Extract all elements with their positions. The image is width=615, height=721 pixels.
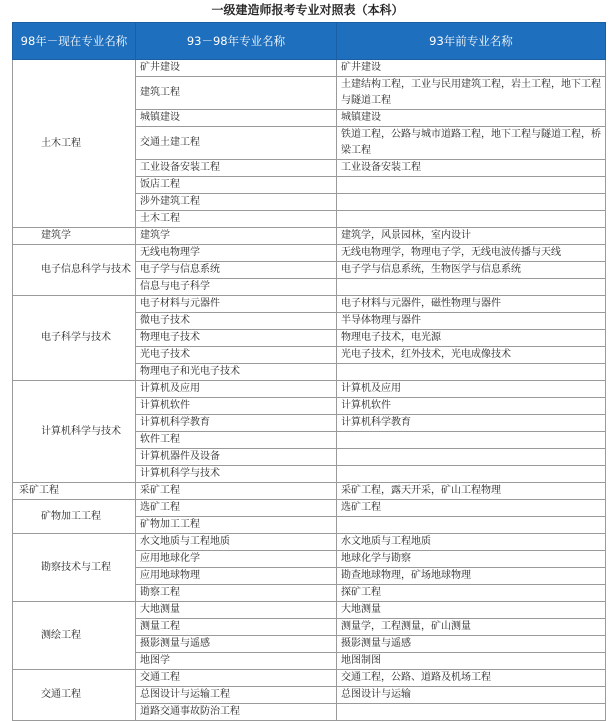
header-current-major: 98年－现在专业名称 [13, 23, 136, 60]
major-93-98-cell: 选矿工程 [136, 500, 337, 517]
table-header-row [13, 23, 606, 60]
major-pre-93-cell [337, 194, 606, 211]
major-93-98-cell: 摄影测量与遥感 [136, 636, 337, 653]
table-body [13, 60, 606, 721]
major-93-98-cell: 测量工程 [136, 619, 337, 636]
major-pre-93-cell: 大地测量 [337, 602, 606, 619]
major-pre-93-cell [337, 364, 606, 381]
major-pre-93-cell: 矿井建设 [337, 60, 606, 77]
header-pre-93-major: 93年前专业名称 [337, 23, 606, 60]
major-93-98-cell: 电子学与信息系统 [136, 262, 337, 279]
table-row [13, 60, 606, 77]
major-93-98-cell: 总图设计与运输工程 [136, 687, 337, 704]
major-pre-93-cell: 计算机软件 [337, 398, 606, 415]
major-pre-93-cell: 勘查地球物理，矿场地球物理 [337, 568, 606, 585]
major-93-98-cell: 涉外建筑工程 [136, 194, 337, 211]
current-major-cell: 交通工程 [13, 670, 136, 721]
major-93-98-cell: 信息与电子科学 [136, 279, 337, 296]
major-pre-93-cell: 选矿工程 [337, 500, 606, 517]
major-pre-93-cell: 地球化学与勘察 [337, 551, 606, 568]
major-93-98-cell: 计算机科学教育 [136, 415, 337, 432]
major-pre-93-cell [337, 449, 606, 466]
major-93-98-cell: 计算机科学与技术 [136, 466, 337, 483]
major-93-98-cell: 勘察工程 [136, 585, 337, 602]
major-comparison-table [12, 22, 606, 721]
major-pre-93-cell: 摄影测量与遥感 [337, 636, 606, 653]
major-93-98-cell: 工业设备安装工程 [136, 160, 337, 177]
table-row [13, 670, 606, 687]
major-pre-93-cell: 电子材料与元器件，磁性物理与器件 [337, 296, 606, 313]
major-pre-93-cell: 光电子技术，红外技术，光电成像技术 [337, 347, 606, 364]
major-pre-93-cell: 工业设备安装工程 [337, 160, 606, 177]
major-93-98-cell: 无线电物理学 [136, 245, 337, 262]
table-row [13, 381, 606, 398]
current-major-cell: 勘察技术与工程 [13, 534, 136, 602]
major-93-98-cell: 矿井建设 [136, 60, 337, 77]
table-row [13, 245, 606, 262]
major-93-98-cell: 大地测量 [136, 602, 337, 619]
major-pre-93-cell: 城镇建设 [337, 110, 606, 127]
major-93-98-cell: 光电子技术 [136, 347, 337, 364]
current-major-cell: 计算机科学与技术 [13, 381, 136, 483]
major-pre-93-cell: 计算机及应用 [337, 381, 606, 398]
major-93-98-cell: 微电子技术 [136, 313, 337, 330]
major-93-98-cell: 计算机软件 [136, 398, 337, 415]
major-93-98-cell: 采矿工程 [136, 483, 337, 500]
major-pre-93-cell [337, 211, 606, 228]
major-pre-93-cell [337, 704, 606, 721]
major-pre-93-cell [337, 279, 606, 296]
major-93-98-cell: 地图学 [136, 653, 337, 670]
major-93-98-cell: 物理电子和光电子技术 [136, 364, 337, 381]
major-93-98-cell: 矿物加工工程 [136, 517, 337, 534]
major-93-98-cell: 应用地球化学 [136, 551, 337, 568]
current-major-cell: 电子科学与技术 [13, 296, 136, 381]
major-pre-93-cell: 建筑学，风景园林，室内设计 [337, 228, 606, 245]
table-row [13, 500, 606, 517]
major-93-98-cell: 道路交通事故防治工程 [136, 704, 337, 721]
major-pre-93-cell [337, 466, 606, 483]
table-row [13, 228, 606, 245]
major-93-98-cell: 电子材料与元器件 [136, 296, 337, 313]
major-pre-93-cell: 探矿工程 [337, 585, 606, 602]
current-major-cell: 电子信息科学与技术 [13, 245, 136, 296]
major-pre-93-cell: 半导体物理与器件 [337, 313, 606, 330]
major-pre-93-cell [337, 177, 606, 194]
page-title: 一级建造师报考专业对照表（本科） [211, 3, 404, 17]
major-93-98-cell: 交通工程 [136, 670, 337, 687]
current-major-cell: 矿物加工工程 [13, 500, 136, 534]
major-93-98-cell: 城镇建设 [136, 110, 337, 127]
major-pre-93-cell: 铁道工程，公路与城市道路工程，地下工程与隧道工程，桥梁工程 [337, 127, 606, 160]
major-93-98-cell: 建筑学 [136, 228, 337, 245]
major-93-98-cell: 饭店工程 [136, 177, 337, 194]
current-major-cell: 建筑学 [13, 228, 136, 245]
header-93-98-major: 93－98年专业名称 [136, 23, 337, 60]
major-pre-93-cell: 物理电子技术，电光源 [337, 330, 606, 347]
major-93-98-cell: 交通土建工程 [136, 127, 337, 160]
major-93-98-cell: 软件工程 [136, 432, 337, 449]
major-93-98-cell: 水文地质与工程地质 [136, 534, 337, 551]
major-pre-93-cell: 测量学，工程测量，矿山测量 [337, 619, 606, 636]
major-pre-93-cell [337, 432, 606, 449]
major-93-98-cell: 物理电子技术 [136, 330, 337, 347]
table-row [13, 483, 606, 500]
major-pre-93-cell: 总图设计与运输 [337, 687, 606, 704]
major-pre-93-cell: 计算机科学教育 [337, 415, 606, 432]
major-93-98-cell: 建筑工程 [136, 77, 337, 110]
major-pre-93-cell: 无线电物理学，物理电子学，无线电波传播与天线 [337, 245, 606, 262]
major-93-98-cell: 应用地球物理 [136, 568, 337, 585]
major-pre-93-cell: 地图制图 [337, 653, 606, 670]
table-row [13, 602, 606, 619]
table-row [13, 534, 606, 551]
current-major-cell: 采矿工程 [13, 483, 136, 500]
major-pre-93-cell [337, 517, 606, 534]
major-pre-93-cell: 采矿工程，露天开采，矿山工程物理 [337, 483, 606, 500]
major-93-98-cell: 计算机器件及设备 [136, 449, 337, 466]
current-major-cell: 土木工程 [13, 60, 136, 228]
major-93-98-cell: 计算机及应用 [136, 381, 337, 398]
major-pre-93-cell: 交通工程，公路、道路及机场工程 [337, 670, 606, 687]
major-pre-93-cell: 土建结构工程，工业与民用建筑工程，岩土工程，地下工程与隧道工程 [337, 77, 606, 110]
table-row [13, 296, 606, 313]
major-93-98-cell: 土木工程 [136, 211, 337, 228]
major-pre-93-cell: 水文地质与工程地质 [337, 534, 606, 551]
major-pre-93-cell: 电子学与信息系统，生物医学与信息系统 [337, 262, 606, 279]
current-major-cell: 测绘工程 [13, 602, 136, 670]
